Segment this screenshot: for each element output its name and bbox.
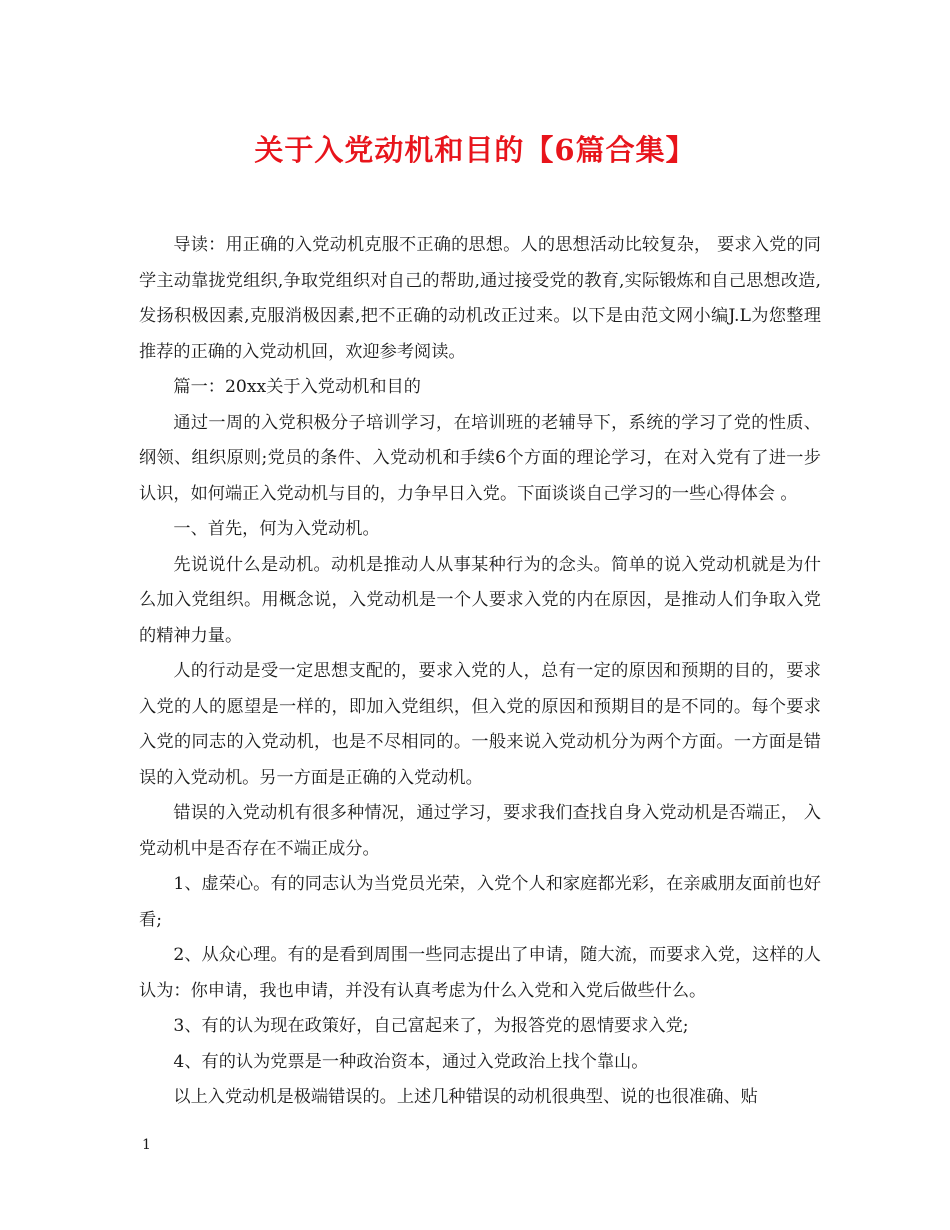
list-item: 2、从众心理。有的是看到周围一些同志提出了申请，随大流，而要求入党，这样的人认为：你申请，我也申请，并没有认真考虑为什么入党和入党后做些什么。	[139, 945, 821, 1001]
document-body	[139, 228, 821, 1116]
paragraph: 通过一周的入党积极分子培训学习，在培训班的老辅导下，系统的学习了党的性质、纲领、组织原则;党员的条件、入党动机和手续6个方面的理论学习，在对入党有了进一步认识，如何端正入党动机与目的，力争早日入党。下面谈谈自己学习的一些心得体会 。	[139, 412, 821, 504]
page-title: 关于入党动机和目的【6篇合集】	[254, 133, 696, 167]
page-number: 1	[142, 1137, 151, 1153]
subsection-heading: 一、首先，何为入党动机。	[173, 519, 380, 539]
section-heading-1: 篇一：20xx关于入党动机和目的	[173, 377, 421, 397]
paragraph-intro: 导读：用正确的入党动机克服不正确的思想。人的思想活动比较复杂， 要求入党的同学主动靠拢党组织,争取党组织对自己的帮助,通过接受党的教育,实际锻炼和自己思想改造,发扬积极因素,克服消极因素,把不正确的动机改正过来。以下是由范文网小编J.L为您整理推荐的正确的入党动机回，欢迎参考阅读。	[139, 235, 821, 362]
paragraph: 人的行动是受一定思想支配的，要求入党的人，总有一定的原因和预期的目的，要求入党的人的愿望是一样的，即加入党组织，但入党的原因和预期目的是不同的。每个要求入党的同志的入党动机，也是不尽相同的。一般来说入党动机分为两个方面。一方面是错误的入党动机。另一方面是正确的入党动机。	[139, 661, 821, 788]
paragraph: 错误的入党动机有很多种情况，通过学习，要求我们查找自身入党动机是否端正， 入党动机中是否存在不端正成分。	[139, 803, 821, 859]
paragraph: 先说说什么是动机。动机是推动人从事某种行为的念头。简单的说入党动机就是为什么加入党组织。用概念说，入党动机是一个人要求入党的内在原因，是推动人们争取入党的精神力量。	[139, 554, 821, 646]
list-item: 3、有的认为现在政策好，自己富起来了，为报答党的恩情要求入党;	[173, 1016, 689, 1036]
paragraph: 以上入党动机是极端错误的。上述几种错误的动机很典型、说的也很准确、贴	[173, 1087, 758, 1107]
list-item: 4、有的认为党票是一种政治资本，通过入党政治上找个靠山。	[173, 1051, 649, 1072]
list-item: 1、虚荣心。有的同志认为当党员光荣，入党个人和家庭都光彩，在亲戚朋友面前也好看;	[139, 874, 821, 930]
